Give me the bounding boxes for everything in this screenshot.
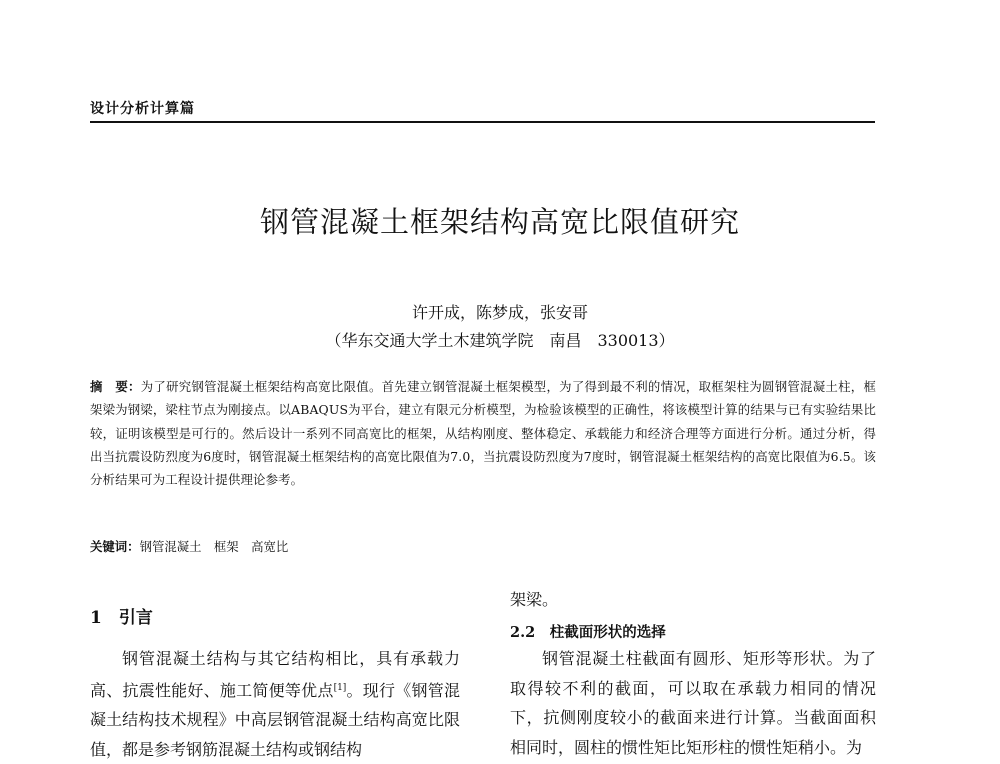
keywords-text: 钢管混凝土 框架 高宽比 [139, 539, 289, 554]
section-2-2-heading: 2.2 柱截面形状的选择 [510, 624, 666, 641]
intro-text-b: 。现行《钢管混凝土结构技术规程》中高层钢管混凝土结构高宽比限值，都是参考钢筋混凝土结构或钢结构 [90, 680, 460, 759]
intro-text-a: 钢管混凝土结构与其它结构相比，具有承载力高、抗震性能好、施工简便等优点 [90, 649, 460, 700]
keywords-label: 关键词： [90, 539, 140, 554]
right-column-carryover: 架梁。 [510, 590, 559, 609]
abstract [90, 375, 876, 491]
section-2-2-paragraph: 钢管混凝土柱截面有圆形、矩形等形状。为了取得较不利的截面，可以取在承载力相同的情况下，抗侧刚度较小的截面来进行计算。当截面面积相同时，圆柱的惯性矩比矩形柱的惯性矩稍小。为 [510, 649, 876, 757]
abstract-text: 为了研究钢管混凝土框架结构高宽比限值。首先建立钢管混凝土框架模型，为了得到最不利的情况，取框架柱为圆钢管混凝土柱，框架梁为钢梁，梁柱节点为刚接点。以ABAQUS为平台，建立有限元分析模型，为检验该模型的正确性，将该模型计算的结果与已有实验结果比较，证明该模型是可行的。然后设计一系列不同高宽比的框架，从结构刚度、整体稳定、承载能力和经济合理等方面进行分析。通过分析，得出当抗震设防烈度为6度时，钢管混凝土框架结构的高宽比限值为7.0，当抗震设防烈度为7度时，钢管混凝土框架结构的高宽比限值为6.5。该分析结果可为工程设计提供理论参考。 [90, 379, 876, 488]
abstract-label: 摘 要： [90, 379, 141, 394]
paper-authors: 许开成，陈梦成，张安哥 [411, 303, 588, 322]
section-1-heading: 1 引言 [90, 608, 153, 628]
left-column [90, 644, 460, 764]
citation-ref: [1] [333, 682, 347, 693]
paper-title: 钢管混凝土框架结构高宽比限值研究 [259, 205, 740, 239]
running-header: 设计分析计算篇 [90, 101, 195, 117]
header-rule [90, 121, 875, 123]
paper-affiliation: （华东交通大学土木建筑学院 南昌 330013） [325, 331, 675, 350]
right-column [510, 644, 876, 762]
intro-paragraph [90, 644, 460, 764]
keywords [90, 537, 876, 557]
